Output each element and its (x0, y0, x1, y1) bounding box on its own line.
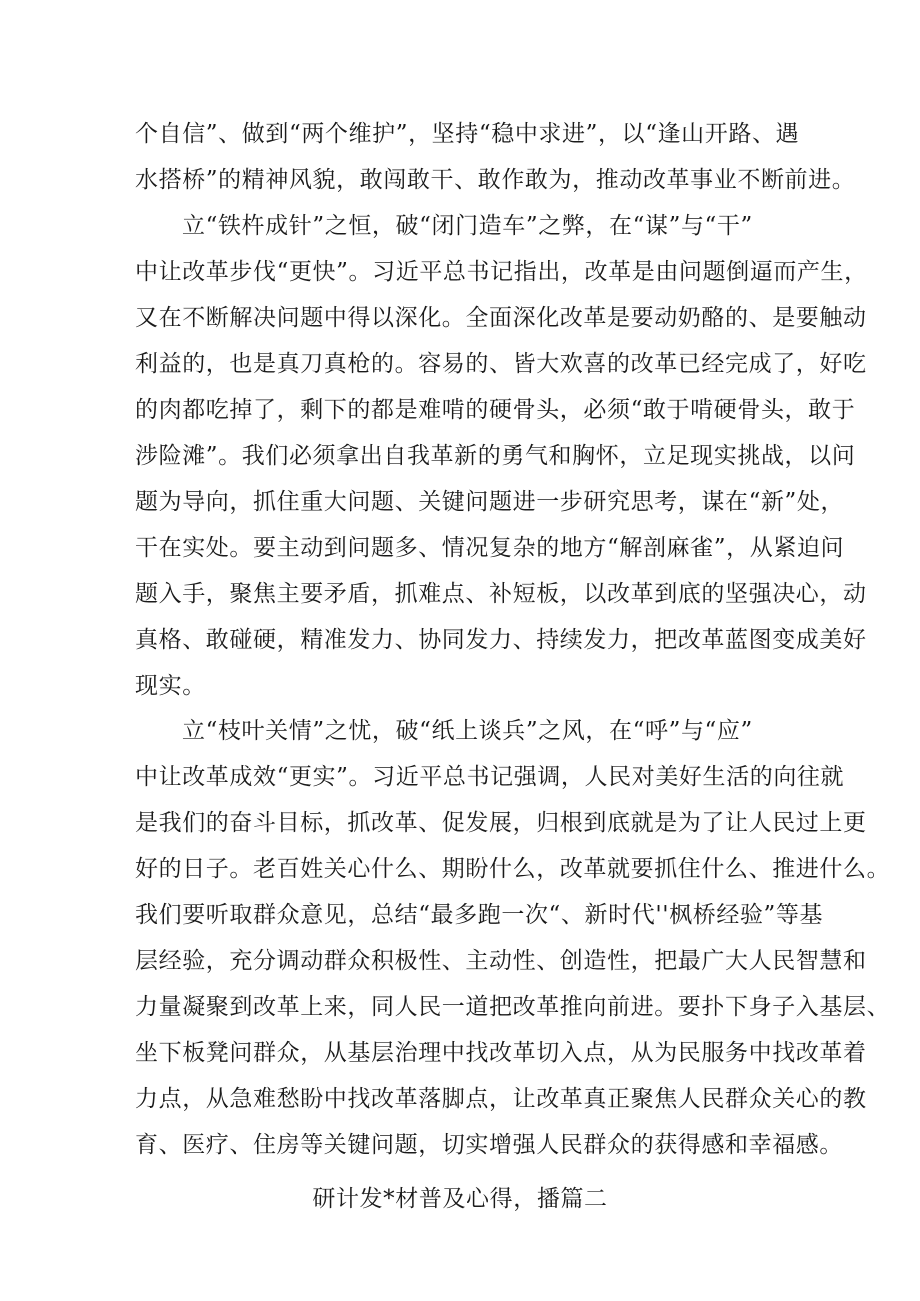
paragraph-3-line: 坐下板凳问群众，从基层治理中找改革切入点，从为民服务中找改革着 (135, 1040, 867, 1066)
paragraph-2-line: 利益的，也是真刀真枪的。容易的、皆大欢喜的改革已经完成了，好吃 (135, 351, 867, 377)
paragraph-2-line: 题为导向，抓住重大问题、关键问题进一步研究思考，谋在“新”处， (135, 489, 845, 515)
paragraph-3-line: 层经验，充分调动群众积极性、主动性、创造性，把最广大人民智慧和 (135, 948, 867, 974)
paragraph-2-line: 中让改革步伐“更快”。习近平总书记指出，改革是由问题倒逼而产生， (135, 259, 868, 285)
paragraph-2-line: 的肉都吃掉了，剩下的都是难啃的硬骨头，必须“敢于啃硬骨头，敢于 (135, 397, 856, 423)
paragraph-1-line: 个自信”、做到“两个维护”，坚持“稳中求进”，以“逢山开路、遇 (135, 121, 800, 147)
paragraph-3-line: 中让改革成效“更实”。习近平总书记强调，人民对美好生活的向往就 (135, 764, 845, 790)
section-heading: 研计发*材普及心得，播篇二 (312, 1186, 608, 1212)
paragraph-3-line: 育、医疗、住房等关键问题，切实增强人民群众的获得感和幸福感。 (135, 1132, 843, 1158)
paragraph-2-line: 题入手，聚焦主要矛盾，抓难点、补短板，以改革到底的坚强决心，动 (135, 581, 867, 607)
paragraph-3-line: 好的日子。老百姓关心什么、期盼什么，改革就要抓住什么、推进什么。 (135, 856, 891, 882)
paragraph-3-line: 我们要听取群众意见，总结“最多跑一次“、新时代''枫桥经验”等基 (135, 902, 824, 928)
paragraph-2-line: 干在实处。要主动到问题多、情况复杂的地方“解剖麻雀”，从紧迫问 (135, 535, 845, 561)
paragraph-3-line: 力点，从急难愁盼中找改革落脚点，让改革真正聚焦人民群众关心的教 (135, 1086, 867, 1112)
paragraph-3-line: 立“枝叶关情”之忧，破“纸上谈兵”之风，在“呼”与“应” (182, 718, 753, 744)
paragraph-1-line: 水搭桥”的精神风貌，敢闯敢干、敢作敢为，推动改革事业不断前进。 (135, 167, 856, 193)
paragraph-2-line: 涉险滩”。我们必须拿出自我革新的勇气和胸怀，立足现实挑战，以问 (135, 443, 856, 469)
paragraph-2-line: 又在不断解决问题中得以深化。全面深化改革是要动奶酪的、是要触动 (135, 305, 867, 331)
paragraph-2-line: 现实。 (135, 673, 206, 699)
paragraph-3-line: 力量凝聚到改革上来，同人民一道把改革推向前进。要扑下身子入基层、 (135, 994, 891, 1020)
paragraph-2-line: 真格、敢碰硬，精准发力、协同发力、持续发力，把改革蓝图变成美好 (135, 627, 867, 653)
paragraph-3-line: 是我们的奋斗目标，抓改革、促发展，归根到底就是为了让人民过上更 (135, 810, 867, 836)
paragraph-2-line: 立“铁杵成针”之恒，破“闭门造车”之弊，在“谋”与“干” (182, 213, 753, 239)
